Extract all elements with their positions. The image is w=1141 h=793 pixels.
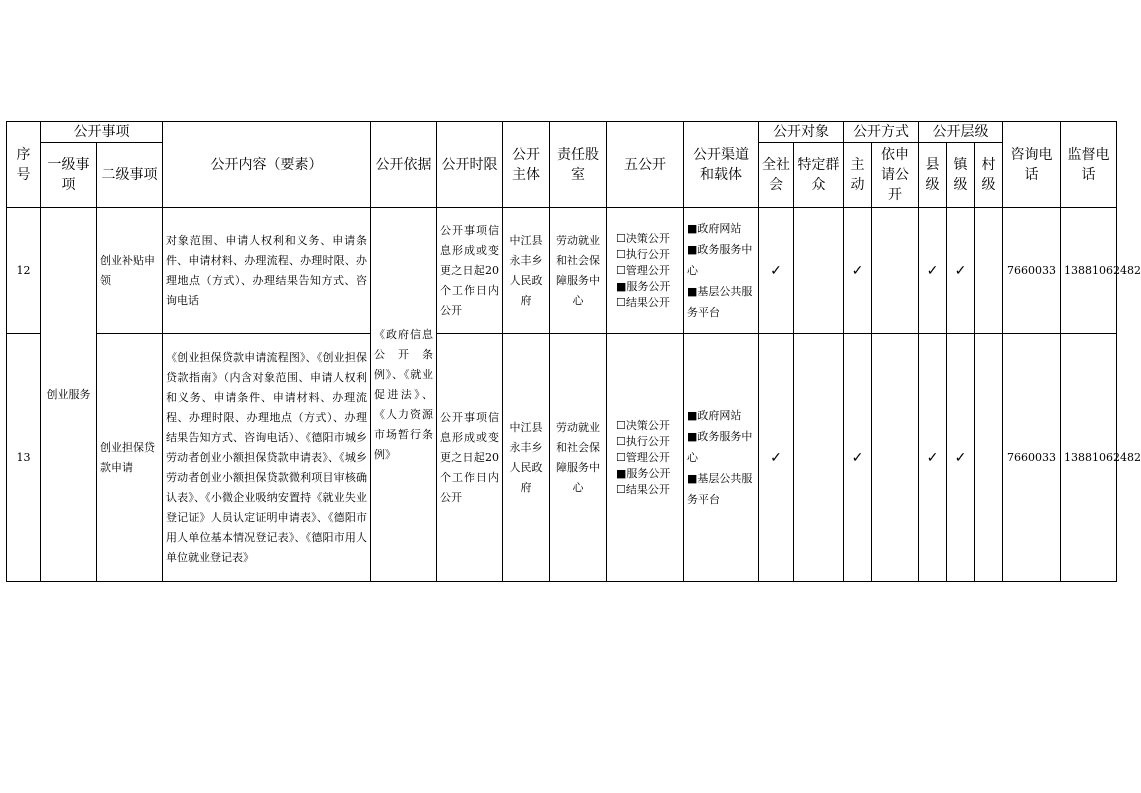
five-open-option: ☐决策公开: [616, 231, 670, 245]
row-content: 《创业担保贷款申请流程图》、《创业担保贷款指南》（内含对象范围、申请人权利和义务、申请条件、申请材料、办理流程、办理时限、办理地点（方式）、办理结果告知方式、咨询电话）、《德阳市城乡劳动者创业小额担保贷款申请表》、《城乡劳动者创业小额担保贷款微利项目审核确认表》、《小微企业吸纳安置持《就业失业登记证》人员认定证明申请表》、《德阳市用人单位基本情况登记表》、《德阳市用人单位就业登记表》: [163, 334, 371, 582]
row-five-open: [607, 334, 684, 582]
check-audience-all: ✓: [759, 334, 794, 582]
disclosure-basis: 《政府信息公开条例》、《就业促进法》、《人力资源市场暂行条例》: [371, 208, 437, 582]
header-dept: 责任股室: [550, 122, 607, 208]
channel-item: ■基层公共服务平台: [687, 472, 753, 506]
five-open-option: ☐管理公开: [616, 263, 670, 277]
row-dept: 劳动就业和社会保障服务中心: [550, 334, 607, 582]
row-consult-phone: 7660033: [1003, 334, 1061, 582]
row-five-open: [607, 208, 684, 334]
row-time-limit: 公开事项信息形成或变更之日起20个工作日内公开: [437, 334, 503, 582]
five-open-option: ☐执行公开: [616, 247, 670, 261]
header-subject: 公开主体: [503, 122, 550, 208]
channel-item: ■政务服务中心: [687, 430, 753, 464]
check-mode-request: [872, 208, 919, 334]
header-content: 公开内容（要素）: [163, 122, 371, 208]
check-level-town: ✓: [947, 334, 975, 582]
row-subject: 中江县永丰乡人民政府: [503, 334, 550, 582]
header-audience-specific: 特定群众: [794, 143, 844, 208]
header-mode-request: 依申请公开: [872, 143, 919, 208]
header-supervise-phone: 监督电话: [1061, 122, 1117, 208]
table-row: [7, 334, 1117, 582]
header-level1: 一级事项: [41, 143, 97, 208]
header-level-village: 村级: [975, 143, 1003, 208]
row-dept: 劳动就业和社会保障服务中心: [550, 208, 607, 334]
check-level-town: ✓: [947, 208, 975, 334]
header-mode-active: 主动: [844, 143, 872, 208]
header-time-limit: 公开时限: [437, 122, 503, 208]
channel-item: ■政府网站: [687, 409, 742, 422]
row-channels: [684, 334, 759, 582]
level1-item: 创业服务: [41, 208, 97, 582]
header-item-group: 公开事项: [41, 122, 163, 143]
row-level2: 创业担保贷款申请: [97, 334, 163, 582]
five-open-option: ☐执行公开: [616, 434, 670, 448]
row-seq: 13: [7, 334, 41, 582]
row-time-limit: 公开事项信息形成或变更之日起20个工作日内公开: [437, 208, 503, 334]
five-open-option: ■服务公开: [616, 279, 671, 293]
header-level-town: 镇级: [947, 143, 975, 208]
channel-item: ■政务服务中心: [687, 243, 753, 277]
five-open-option: ☐结果公开: [616, 295, 670, 309]
five-open-option: ☐管理公开: [616, 450, 670, 464]
check-audience-specific: [794, 208, 844, 334]
header-five-open: 五公开: [607, 122, 684, 208]
check-mode-request: [872, 334, 919, 582]
row-channels: [684, 208, 759, 334]
header-consult-phone: 咨询电话: [1003, 122, 1061, 208]
five-open-option: ☐结果公开: [616, 482, 670, 496]
row-consult-phone: 7660033: [1003, 208, 1061, 334]
check-mode-active: ✓: [844, 208, 872, 334]
row-level2: 创业补贴申领: [97, 208, 163, 334]
header-level-group: 公开层级: [919, 122, 1003, 143]
check-level-county: ✓: [919, 208, 947, 334]
channel-item: ■基层公共服务平台: [687, 285, 753, 319]
header-basis: 公开依据: [371, 122, 437, 208]
header-level2: 二级事项: [97, 143, 163, 208]
table-row: [7, 208, 1117, 334]
header-channel: 公开渠道和载体: [684, 122, 759, 208]
check-audience-all: ✓: [759, 208, 794, 334]
five-open-option: ■服务公开: [616, 466, 671, 480]
header-audience-all: 全社会: [759, 143, 794, 208]
row-supervise-phone: 13881062482: [1061, 334, 1117, 582]
row-seq: 12: [7, 208, 41, 334]
disclosure-table: [6, 121, 1141, 582]
row-supervise-phone: 13881062482: [1061, 208, 1117, 334]
header-audience-group: 公开对象: [759, 122, 844, 143]
row-subject: 中江县永丰乡人民政府: [503, 208, 550, 334]
channel-item: ■政府网站: [687, 222, 742, 235]
row-content: 对象范围、申请人权利和义务、申请条件、申请材料、办理流程、办理时限、办理地点（方式）、办理结果告知方式、咨询电话: [163, 208, 371, 334]
check-level-village: [975, 334, 1003, 582]
check-audience-specific: [794, 334, 844, 582]
five-open-option: ☐决策公开: [616, 418, 670, 432]
header-level-county: 县级: [919, 143, 947, 208]
check-level-county: ✓: [919, 334, 947, 582]
check-level-village: [975, 208, 1003, 334]
header-mode-group: 公开方式: [844, 122, 919, 143]
check-mode-active: ✓: [844, 334, 872, 582]
header-seq: 序号: [7, 122, 41, 208]
